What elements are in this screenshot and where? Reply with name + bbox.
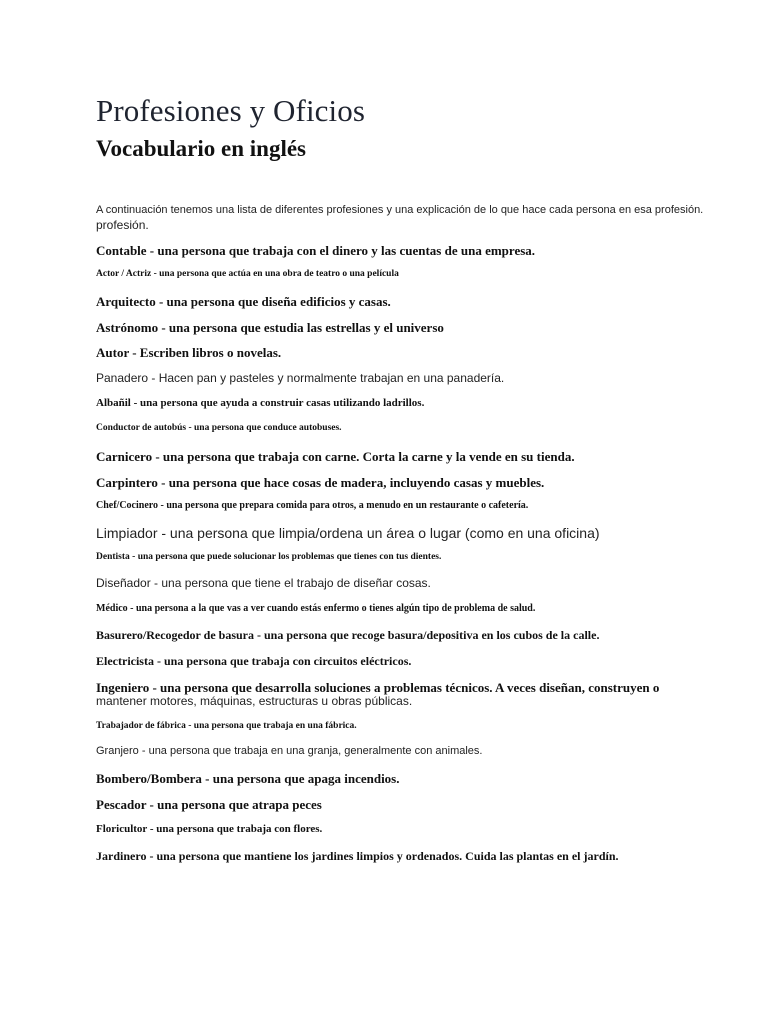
list-item-actor: Actor / Actriz - una persona que actúa en una obra de teatro o una película — [96, 269, 399, 279]
intro-paragraph: A continuación tenemos una lista de diferentes profesiones y una explicación de lo que hace cada persona en esa profesión. — [96, 204, 704, 216]
list-item-trabajador-fabrica: Trabajador de fábrica - una persona que trabaja en una fábrica. — [96, 721, 357, 731]
list-item-panadero: Panadero - Hacen pan y pasteles y normalmente trabajan en una panadería. — [96, 371, 505, 385]
intro-paragraph-continuation: profesión. — [96, 218, 149, 232]
list-item-bombero: Bombero/Bombera - una persona que apaga incendios. — [96, 771, 400, 786]
list-item-carnicero: Carnicero - una persona que trabaja con carne. Corta la carne y la vende en su tienda. — [96, 449, 575, 464]
list-item-albanil: Albañil - una persona que ayuda a construir casas utilizando ladrillos. — [96, 397, 425, 409]
list-item-granjero: Granjero - una persona que trabaja en una granja, generalmente con animales. — [96, 745, 483, 757]
list-item-ingeniero: Ingeniero - una persona que desarrolla soluciones a problemas técnicos. A veces diseñan, construyen o — [96, 680, 660, 695]
list-item-floricultor: Floricultor - una persona que trabaja con flores. — [96, 823, 323, 835]
list-item-dentista: Dentista - una persona que puede solucionar los problemas que tienes con tus dientes. — [96, 552, 442, 562]
list-item-basurero: Basurero/Recogedor de basura - una persona que recoge basura/depositiva en los cubos de la calle. — [96, 628, 600, 642]
list-item-limpiador: Limpiador - una persona que limpia/ordena un área o lugar (como en una oficina) — [96, 525, 600, 541]
list-item-disenador: Diseñador - una persona que tiene el trabajo de diseñar cosas. — [96, 576, 431, 590]
list-item-astronomo: Astrónomo - una persona que estudia las estrellas y el universo — [96, 320, 444, 335]
list-item-medico: Médico - una persona a la que vas a ver cuando estás enfermo o tienes algún tipo de problema de salud. — [96, 603, 536, 614]
page-title: Profesiones y Oficios — [96, 93, 366, 128]
list-item-contable: Contable - una persona que trabaja con el dinero y las cuentas de una empresa. — [96, 243, 536, 258]
list-item-carpintero: Carpintero - una persona que hace cosas de madera, incluyendo casas y muebles. — [96, 475, 545, 490]
list-item-arquitecto: Arquitecto - una persona que diseña edificios y casas. — [96, 294, 391, 309]
list-item-ingeniero-continuation: mantener motores, máquinas, estructuras u obras públicas. — [96, 694, 413, 708]
list-item-chef: Chef/Cocinero - una persona que prepara comida para otros, a menudo en un restaurante o cafetería. — [96, 500, 529, 511]
list-item-pescador: Pescador - una persona que atrapa peces — [96, 797, 322, 812]
list-item-electricista: Electricista - una persona que trabaja con circuitos eléctricos. — [96, 654, 412, 668]
page-subtitle: Vocabulario en inglés — [96, 136, 307, 161]
list-item-conductor: Conductor de autobús - una persona que conduce autobuses. — [96, 423, 342, 433]
list-item-autor: Autor - Escriben libros o novelas. — [96, 345, 282, 360]
list-item-jardinero: Jardinero - una persona que mantiene los jardines limpios y ordenados. Cuida las plantas en el jardín. — [96, 849, 619, 863]
